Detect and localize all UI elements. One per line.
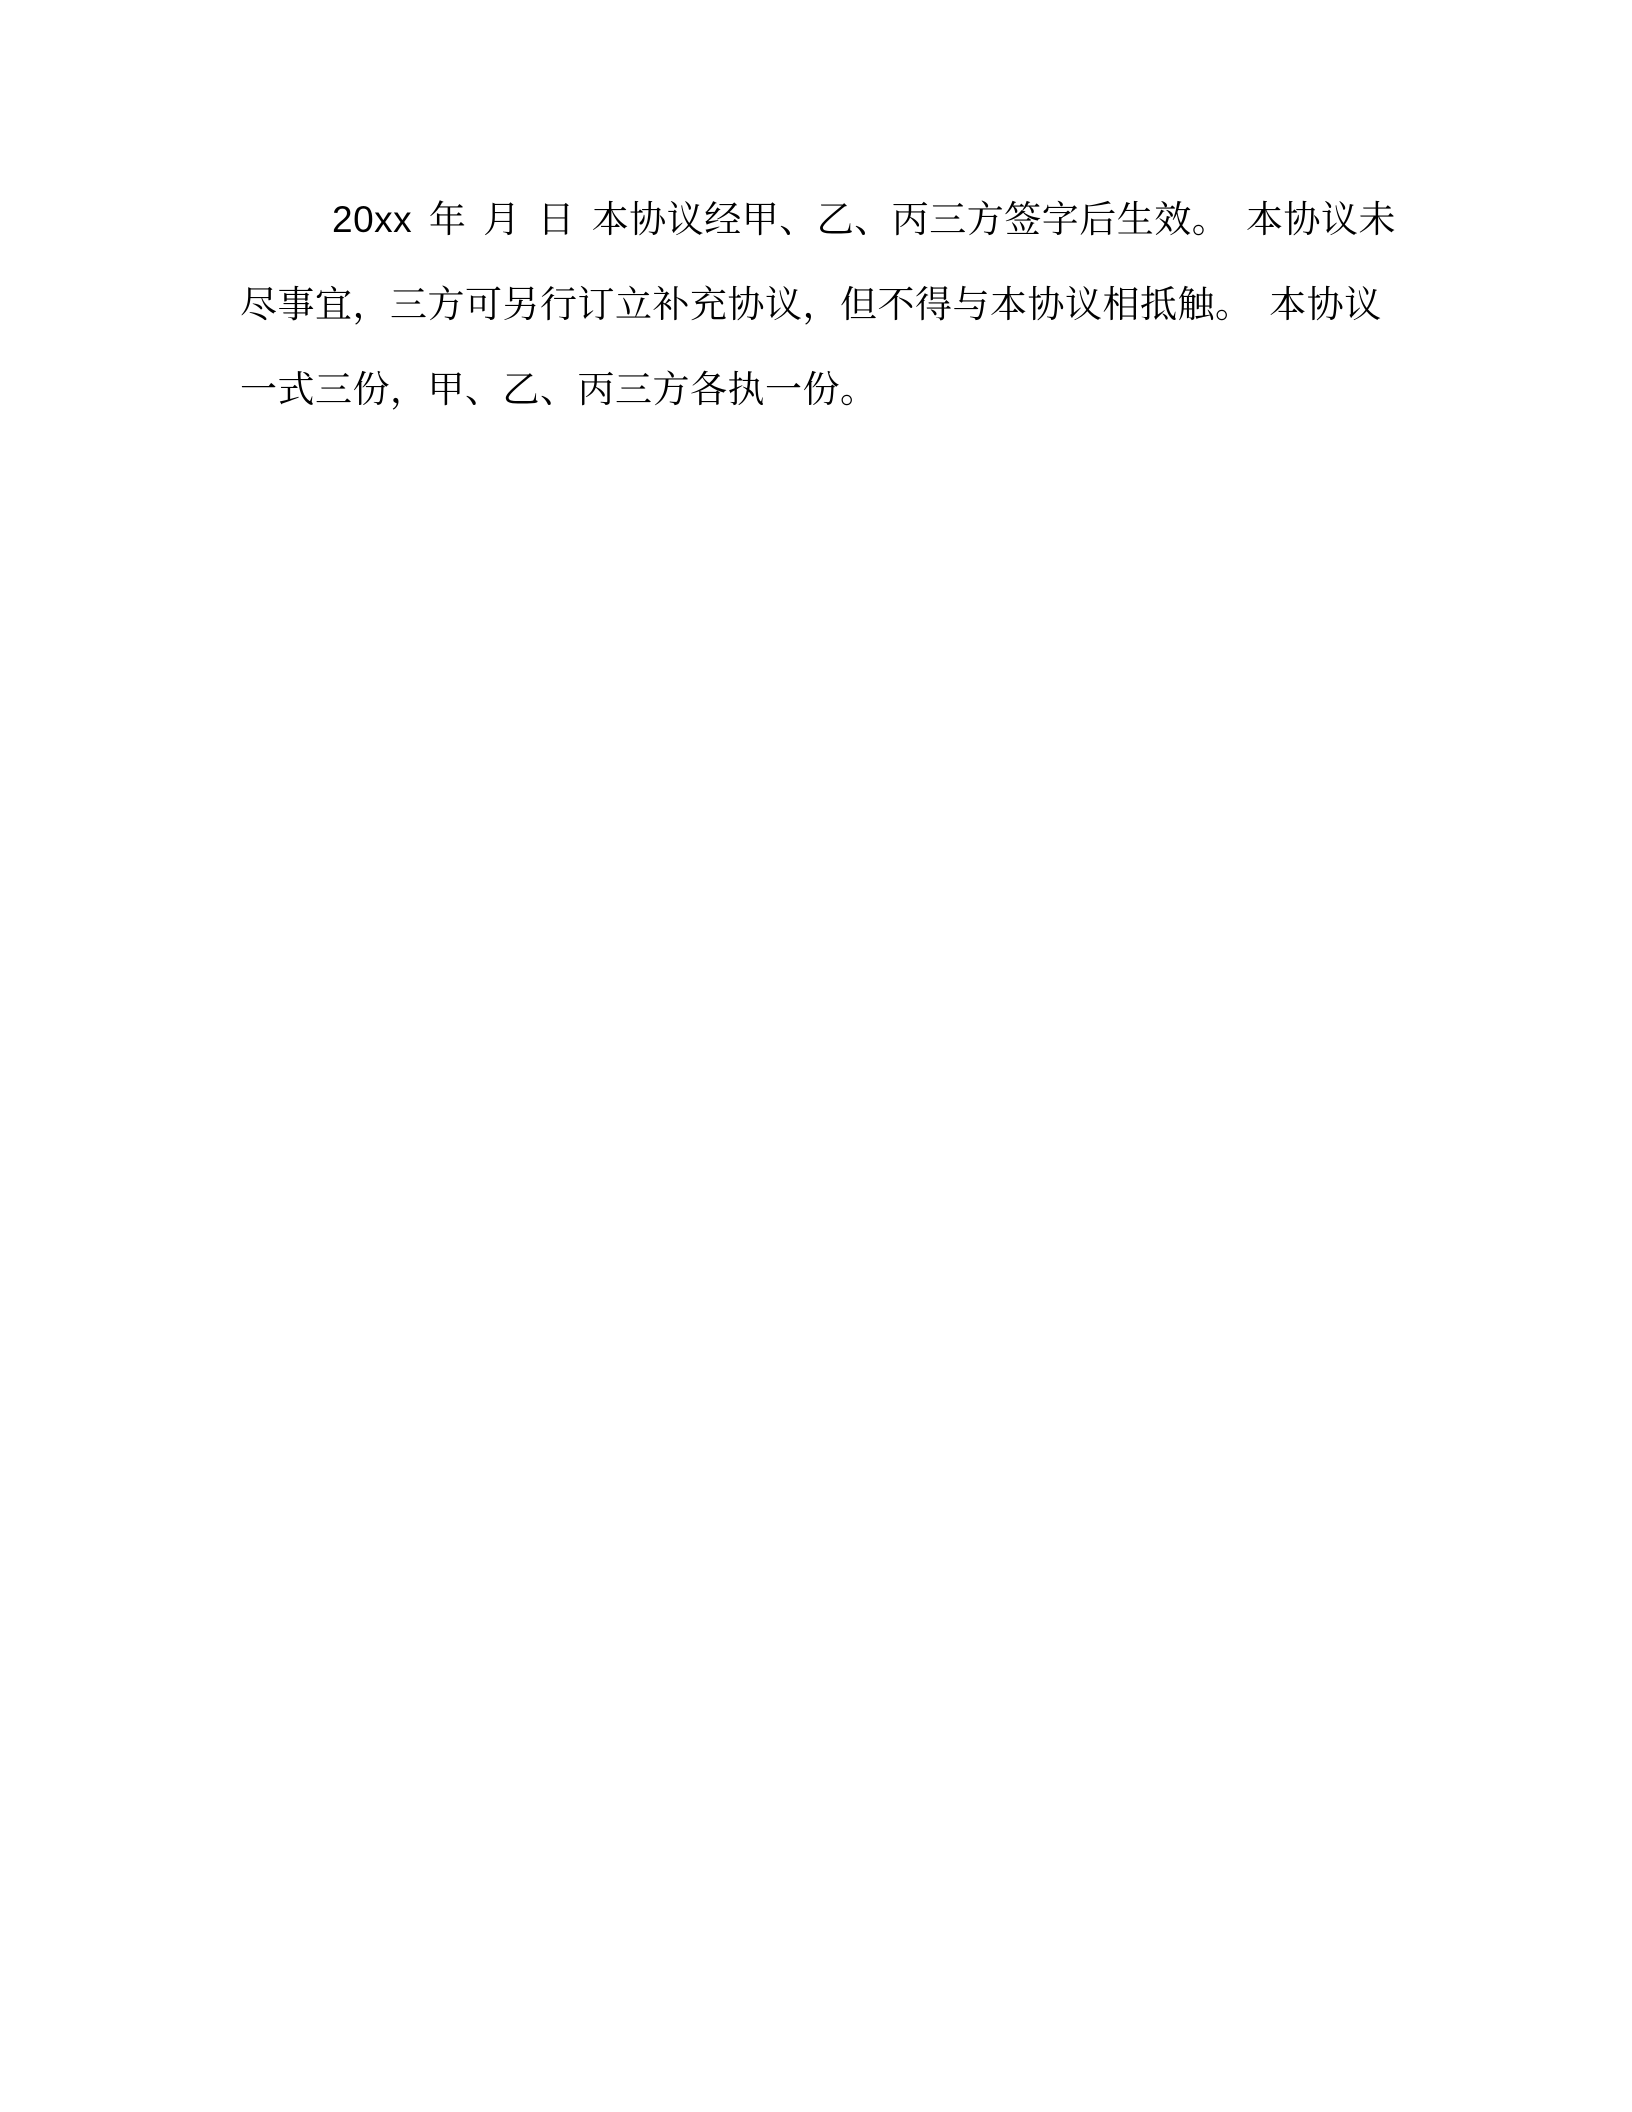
- paragraph-line-3: 一式三份，甲、乙、丙三方各执一份。: [240, 369, 878, 410]
- paragraph-line-1: 20xx 年 月 日 本协议经甲、乙、丙三方签字后生效。 本协议未: [332, 199, 1397, 240]
- closing-paragraph: [240, 177, 1400, 432]
- paragraph-line-2: 尽事宜，三方可另行订立补充协议，但不得与本协议相抵触。 本协议: [240, 284, 1382, 325]
